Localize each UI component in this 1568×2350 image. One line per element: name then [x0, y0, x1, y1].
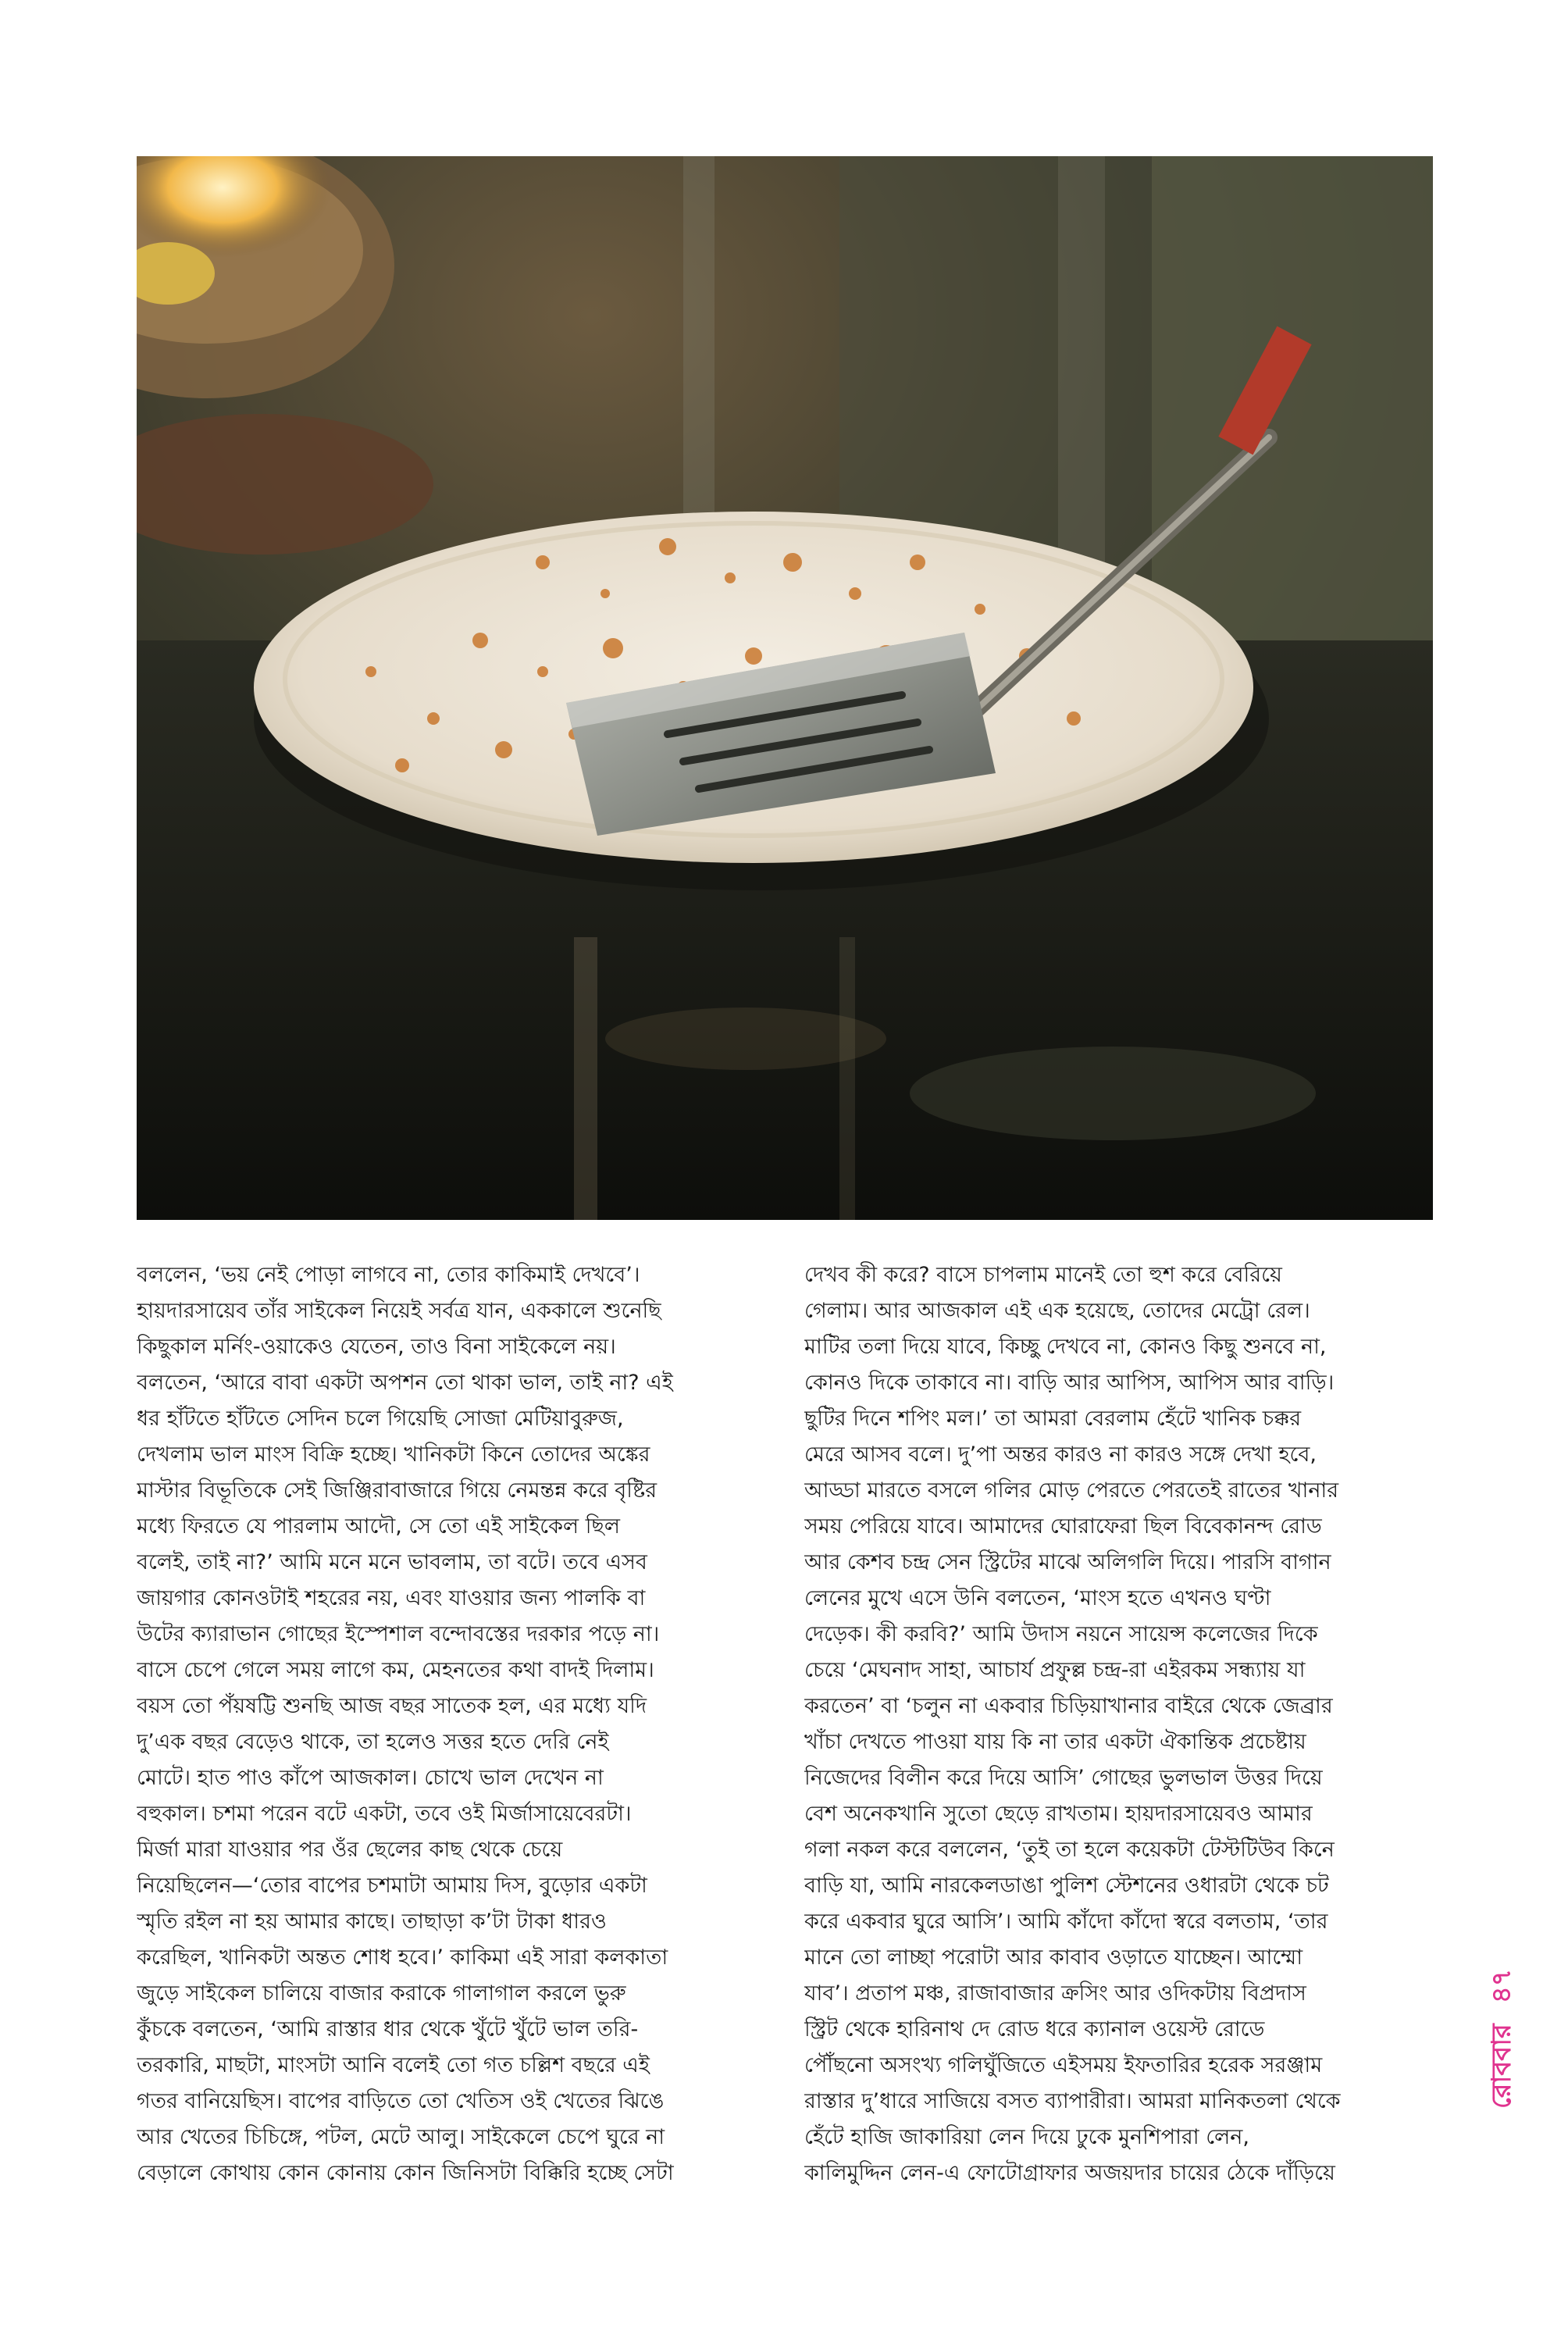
- text-line: মেরে আসব বলে। দু’পা অন্তর কারও না কারও সঙ্গে দেখা হবে,: [804, 1442, 1317, 1467]
- text-line: জুড়ে সাইকেল চালিয়ে বাজার করাকে গালাগাল করলে ভুরু: [137, 1981, 626, 2006]
- text-line: তরকারি, মাছটা, মাংসটা আনি বলেই তো গত চল্লিশ বছরে এই: [137, 2053, 650, 2077]
- text-line: মাটির তলা দিয়ে যাবে, কিচ্ছু দেখবে না, কোনও কিছু শুনবে না,: [804, 1335, 1327, 1359]
- text-line: হেঁটে হাজি জাকারিয়া লেন দিয়ে ঢুকে মুনশিপারা লেন,: [804, 2125, 1249, 2149]
- text-line: বাড়ি যা, আমি নারকেলডাঙা পুলিশ স্টেশনের ওধারটা থেকে চট: [804, 1874, 1329, 1898]
- text-line: গলা নকল করে বললেন, ‘তুই তা হলে কয়েকটা টেস্টটিউব কিনে: [804, 1838, 1335, 1862]
- text-line: বহুকাল। চশমা পরেন বটে একটা, তবে ওই মির্জাসায়েবেরটা।: [137, 1802, 632, 1826]
- text-line: বললেন, ‘ভয় নেই পোড়া লাগবে না, তোর কাকিমাই দেখবে’।: [137, 1263, 640, 1287]
- magazine-title: রোববার: [1485, 2024, 1517, 2109]
- text-line: গতর বানিয়েছিস। বাপের বাড়িতে তো খেতিস ওই খেতের ঝিঙে: [137, 2089, 665, 2113]
- text-line: মোটে। হাত পাও কাঁপে আজকাল। চোখে ভাল দেখেন না: [137, 1766, 604, 1790]
- article-text-column-right: [804, 1257, 1437, 2273]
- text-line: নিয়েছিলেন—‘তোর বাপের চশমাটা আমায় দিস, বুড়োর একটা: [137, 1874, 647, 1898]
- article-text-column-left: [137, 1257, 769, 2273]
- text-line: বয়স তো পঁয়ষট্টি শুনছি আজ বছর সাতেক হল, এর মধ্যে যদি: [137, 1694, 647, 1718]
- text-line: বলতেন, ‘আরে বাবা একটা অপশন তো থাকা ভাল, তাই না? এই: [137, 1371, 673, 1395]
- text-line: দু’এক বছর বেড়েও থাকে, তা হলেও সত্তর হতে দেরি নেই: [137, 1730, 609, 1754]
- text-line: গেলাম। আর আজকাল এই এক হয়েছে, তোদের মেট্রো রেল।: [804, 1299, 1310, 1323]
- text-line: ছুটির দিনে শপিং মল।’ তা আমরা বেরলাম হেঁটে খানিক চক্কর: [804, 1407, 1302, 1431]
- text-line: আর কেশব চন্দ্র সেন স্ট্রিটের মাঝে অলিগলি দিয়ে। পারসি বাগান: [804, 1550, 1331, 1574]
- text-line: কোনও দিকে তাকাবে না। বাড়ি আর আপিস, আপিস আর বাড়ি।: [804, 1371, 1335, 1395]
- text-line: জায়গার কোনওটাই শহরের নয়, এবং যাওয়ার জন্য পালকি বা: [137, 1586, 646, 1610]
- text-line: বাসে চেপে গেলে সময় লাগে কম, মেহনতের কথা বাদই দিলাম।: [137, 1658, 654, 1682]
- paratha-photo-illustration: [137, 156, 1433, 1220]
- text-line: দেখব কী করে? বাসে চাপলাম মানেই তো হুশ করে বেরিয়ে: [804, 1263, 1282, 1287]
- text-line: কুঁচকে বলতেন, ‘আমি রাস্তার ধার থেকে খুঁটে খুঁটে ভাল তরি-: [137, 2017, 639, 2042]
- text-line: উটের ক্যারাভান গোছের ইস্পেশাল বন্দোবস্তের দরকার পড়ে না।: [137, 1622, 660, 1646]
- text-line: দেখলাম ভাল মাংস বিক্রি হচ্ছে। খানিকটা কিনে তোদের অঙ্কের: [137, 1442, 650, 1467]
- text-line: সময় পেরিয়ে যাবে। আমাদের ঘোরাফেরা ছিল বিবেকানন্দ রোড: [804, 1514, 1322, 1539]
- hero-photo: [137, 156, 1433, 1220]
- text-line: যাব’। প্রতাপ মঞ্চ, রাজাবাজার ক্রসিং আর ওদিকটায় বিপ্রদাস: [804, 1981, 1306, 2006]
- text-line: করে একবার ঘুরে আসি’। আমি কাঁদো কাঁদো স্বরে বলতাম, ‘তার: [804, 1910, 1328, 1934]
- text-line: বেড়ালে কোথায় কোন কোনায় কোন জিনিসটা বিক্কিরি হচ্ছে সেটা: [137, 2161, 674, 2185]
- text-line: হায়দারসায়েব তাঁর সাইকেল নিয়েই সর্বত্র যান, এককালে শুনেছি: [137, 1299, 661, 1323]
- text-line: আড্ডা মারতে বসলে গলির মোড় পেরতে পেরতেই রাতের খানার: [804, 1478, 1339, 1503]
- text-line: রাস্তার দু’ধারে সাজিয়ে বসত ব্যাপারীরা। আমরা মানিকতলা থেকে: [804, 2089, 1341, 2113]
- text-line: বেশ অনেকখানি সুতো ছেড়ে রাখতাম। হায়দারসায়েবও আমার: [804, 1802, 1313, 1826]
- text-line: নিজেদের বিলীন করে দিয়ে আসি’ গোছের ভুলভাল উত্তর দিয়ে: [804, 1766, 1323, 1790]
- text-line: চেয়ে ‘মেঘনাদ সাহা, আচার্য প্রফুল্ল চন্দ্র-রা এইরকম সন্ধ্যায় যা: [804, 1658, 1306, 1682]
- page-number: ৪৭: [1485, 1969, 1517, 2004]
- text-line: মধ্যে ফিরতে যে পারলাম আদৌ, সে তো এই সাইকেল ছিল: [137, 1514, 620, 1539]
- text-line: আর খেতের চিচিঙ্গে, পটল, মেটে আলু। সাইকেলে চেপে ঘুরে না: [137, 2125, 665, 2149]
- text-line: স্ট্রিট থেকে হারিনাথ দে রোড ধরে ক্যানাল ওয়েস্ট রোডে: [804, 2017, 1265, 2042]
- text-line: করতেন’ বা ‘চলুন না একবার চিড়িয়াখানার বাইরে থেকে জেব্রার: [804, 1694, 1333, 1718]
- text-line: কিছুকাল মর্নিং-ওয়াকেও যেতেন, তাও বিনা সাইকেলে নয়।: [137, 1335, 616, 1359]
- text-line: মাস্টার বিভূতিকে সেই জিঞ্জিরাবাজারে গিয়ে নেমন্তন্ন করে বৃষ্টির: [137, 1478, 657, 1503]
- text-line: মির্জা মারা যাওয়ার পর ওঁর ছেলের কাছ থেকে চেয়ে: [137, 1838, 563, 1862]
- text-line: পৌঁছনো অসংখ্য গলিঘুঁজিতে এইসময় ইফতারির হরেক সরঞ্জাম: [804, 2053, 1323, 2077]
- text-line: লেনের মুখে এসে উনি বলতেন, ‘মাংস হতে এখনও ঘণ্টা: [804, 1586, 1271, 1610]
- text-line: দেড়েক। কী করবি?’ আমি উদাস নয়নে সায়েন্স কলেজের দিকে: [804, 1622, 1318, 1646]
- text-line: বলেই, তাই না?’ আমি মনে মনে ভাবলাম, তা বটে। তবে এসব: [137, 1550, 647, 1574]
- text-line: মানে তো লাচ্ছা পরোটা আর কাবাব ওড়াতে যাচ্ছেন। আম্মো: [804, 1945, 1303, 1970]
- text-line: স্মৃতি রইল না হয় আমার কাছে। তাছাড়া ক’টা টাকা ধারও: [137, 1910, 607, 1934]
- text-line: কালিমুদ্দিন লেন-এ ফোটোগ্রাফার অজয়দার চায়ের ঠেকে দাঁড়িয়ে: [804, 2161, 1335, 2185]
- text-line: করেছিল, খানিকটা অন্তত শোধ হবে।’ কাকিমা এই সারা কলকাতা: [137, 1945, 668, 1970]
- text-line: খাঁচা দেখতে পাওয়া যায় কি না তার একটা ঐকান্তিক প্রচেষ্টায়: [804, 1730, 1306, 1754]
- page-folio: [1484, 1906, 1523, 2109]
- text-line: ধর হাঁটতে হাঁটতে সেদিন চলে গিয়েছি সোজা মেটিয়াবুরুজ,: [137, 1407, 624, 1431]
